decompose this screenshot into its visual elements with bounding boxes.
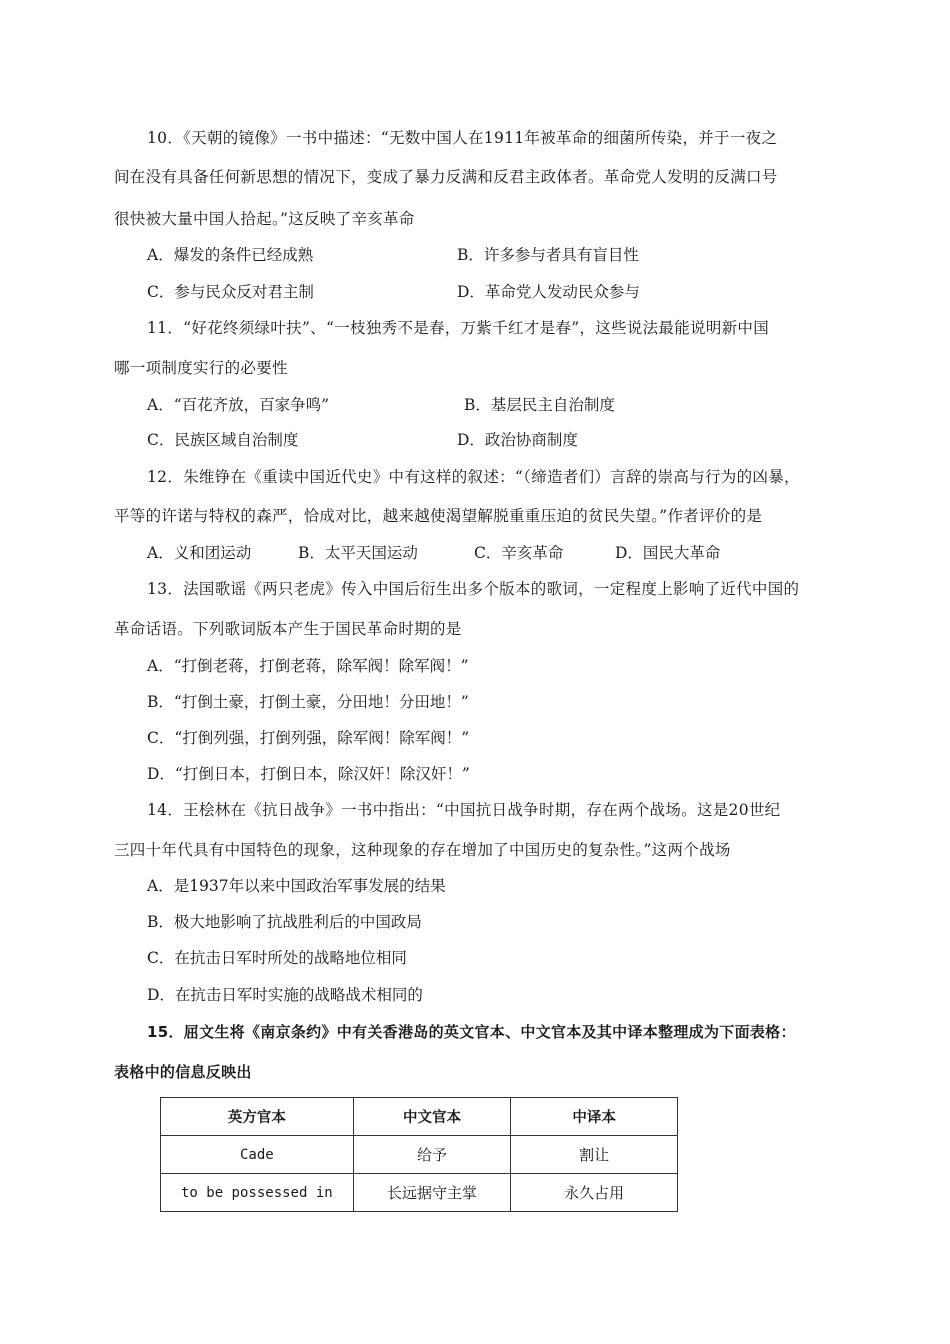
- q14-option-d: D．在抗击日军时实施的战略战术相同的: [147, 986, 423, 1004]
- q11-stem-line-1: 11．“好花终须绿叶扶”、“一枝独秀不是春，万紫千红才是春”，这些说法最能说明新中国: [147, 319, 770, 337]
- q15-stem-line-1: 15．屈文生将《南京条约》中有关香港岛的英文官本、中文官本及其中译本整理成为下面表格：: [147, 1023, 796, 1041]
- q12-stem-line-1: 12．朱维铮在《重读中国近代史》中有这样的叙述：“（缔造者们）言辞的崇高与行为的凶暴，: [147, 468, 800, 486]
- q13-option-a: A．“打倒老蒋，打倒老蒋，除军阀！除军阀！”: [147, 657, 469, 675]
- q10-stem-line-2: 间在没有具备任何新思想的情况下，变成了暴力反满和反君主政体者。革命党人发明的反满口号: [114, 168, 778, 186]
- q13-option-b: B．“打倒土豪，打倒土豪，分田地！分田地！”: [147, 693, 469, 711]
- q10-stem-line-3: 很快被大量中国人拾起。”这反映了辛亥革命: [114, 210, 415, 228]
- q13-stem-line-2: 革命话语。下列歌词版本产生于国民革命时期的是: [114, 620, 462, 638]
- q14-option-b: B．极大地影响了抗战胜利后的中国政局: [147, 913, 422, 931]
- table-cell: 给予: [353, 1136, 511, 1174]
- table-row: [161, 1174, 678, 1212]
- table-cell: 割让: [511, 1136, 678, 1174]
- q10-option-b: B．许多参与者具有盲目性: [457, 246, 639, 264]
- table-row: [161, 1136, 678, 1174]
- q14-option-a: A．是1937年以来中国政治军事发展的结果: [147, 877, 446, 895]
- table-cell: 永久占用: [511, 1174, 678, 1212]
- table-header-cell: 中文官本: [353, 1098, 511, 1136]
- q12-option-a: A．义和团运动: [147, 544, 252, 562]
- q12-option-b: B．太平天国运动: [298, 544, 418, 562]
- q12-stem-line-2: 平等的许诺与特权的森严，恰成对比，越来越使渴望解脱重重压迫的贫民失望。”作者评价的是: [114, 507, 763, 525]
- q13-stem-line-1: 13．法国歌谣《两只老虎》传入中国后衍生出多个版本的歌词，一定程度上影响了近代中国的: [147, 580, 800, 598]
- q10-option-a: A．爆发的条件已经成熟: [147, 246, 314, 264]
- table-cell: 长远据守主掌: [353, 1174, 511, 1212]
- treaty-comparison-table: [160, 1097, 678, 1212]
- q10-option-c: C．参与民众反对君主制: [147, 283, 314, 301]
- q10-option-d: D．革命党人发动民众参与: [457, 283, 640, 301]
- q13-option-c: C．“打倒列强，打倒列强，除军阀！除军阀！”: [147, 729, 470, 747]
- q11-option-b: B．基层民主自治制度: [464, 396, 615, 414]
- q14-stem-line-1: 14．王桧林在《抗日战争》一书中指出：“中国抗日战争时期，存在两个战场。这是20世纪: [147, 801, 781, 819]
- table-cell: to be possessed in: [161, 1174, 354, 1212]
- q12-option-c: C．辛亥革命: [474, 544, 564, 562]
- q10-stem-line-1: 10．《天朝的镜像》一书中描述：“无数中国人在1911年被革命的细菌所传染，并于一夜之: [147, 129, 778, 147]
- table-cell: Cade: [161, 1136, 354, 1174]
- q13-option-d: D．“打倒日本，打倒日本，除汉奸！除汉奸！”: [147, 765, 470, 783]
- q14-stem-line-2: 三四十年代具有中国特色的现象，这种现象的存在增加了中国历史的复杂性。”这两个战场: [114, 841, 731, 859]
- q12-option-d: D．国民大革命: [615, 544, 721, 562]
- q11-option-c: C．民族区域自治制度: [147, 431, 299, 449]
- q14-option-c: C．在抗击日军时所处的战略地位相同: [147, 949, 407, 967]
- q11-option-a: A．“百花齐放，百家争鸣”: [147, 396, 330, 414]
- q11-stem-line-2: 哪一项制度实行的必要性: [114, 359, 288, 377]
- q11-option-d: D．政治协商制度: [457, 431, 578, 449]
- q15-stem-line-2: 表格中的信息反映出: [114, 1063, 252, 1081]
- table-header-cell: 英方官本: [161, 1098, 354, 1136]
- table-header-row: [161, 1098, 678, 1136]
- table-header-cell: 中译本: [511, 1098, 678, 1136]
